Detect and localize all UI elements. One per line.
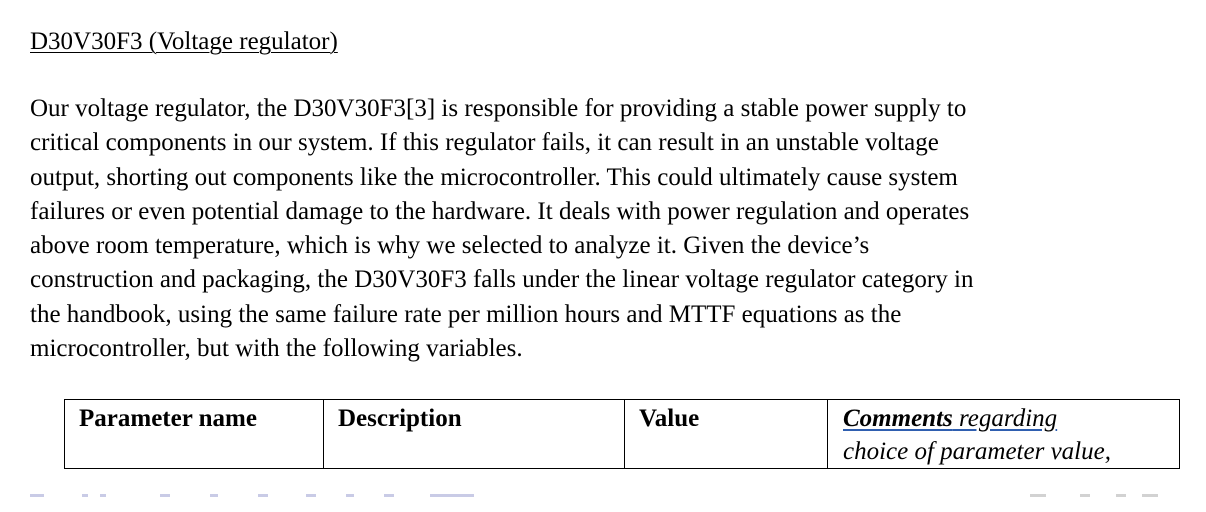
parameter-table (64, 399, 1180, 469)
paragraph-line: the handbook, using the same failure rate per million hours and MTTF equations as the (30, 300, 902, 328)
footer-link-fragment (306, 494, 316, 497)
section-heading: D30V30F3 (Voltage regulator) (30, 28, 338, 55)
footer-link-fragment (30, 494, 44, 497)
footer-link-fragment (210, 494, 218, 497)
footer-link-fragment (384, 494, 394, 497)
paragraph-line: output, shorting out components like the microcontroller. This could ultimately cause system (30, 163, 958, 191)
paragraph-line: failures or even potential damage to the hardware. It deals with power regulation and operates (30, 197, 970, 225)
paragraph-line: above room temperature, which is why we selected to analyze it. Given the device’s (30, 232, 870, 260)
paragraph-line: critical components in our system. If this regulator fails, it can result in an unstable voltage (30, 129, 939, 157)
header-comments-line1 (843, 402, 1165, 435)
header-parameter-name: Parameter name (65, 400, 324, 469)
paragraph-line: Our voltage regulator, the D30V30F3[3] is responsible for providing a stable power supply to (30, 95, 967, 122)
footer-page-fragment (1080, 494, 1090, 497)
footer-link-fragment (100, 494, 106, 497)
footer-link-fragment (160, 494, 170, 497)
header-comments-rest: regarding (952, 405, 1058, 432)
paragraph-line: construction and packaging, the D30V30F3 falls under the linear voltage regulator category in (30, 266, 974, 294)
page-footer-clipped (0, 494, 1206, 512)
footer-link-fragment (430, 494, 474, 497)
paragraph-line: microcontroller, but with the following variables. (30, 335, 523, 363)
footer-page-fragment (1116, 494, 1126, 497)
header-comments (828, 400, 1180, 469)
footer-link-fragment (346, 494, 354, 497)
table-header-row (65, 400, 1180, 469)
header-comments-line2: choice of parameter value, (843, 438, 1111, 465)
footer-page-fragment (1142, 494, 1158, 497)
header-comments-bold: Comments (843, 405, 953, 432)
body-paragraph (30, 92, 1190, 366)
header-value: Value (625, 400, 828, 469)
header-description: Description (324, 400, 625, 469)
footer-link-fragment (258, 494, 268, 497)
footer-page-fragment (1030, 494, 1046, 497)
footer-link-fragment (82, 494, 88, 497)
